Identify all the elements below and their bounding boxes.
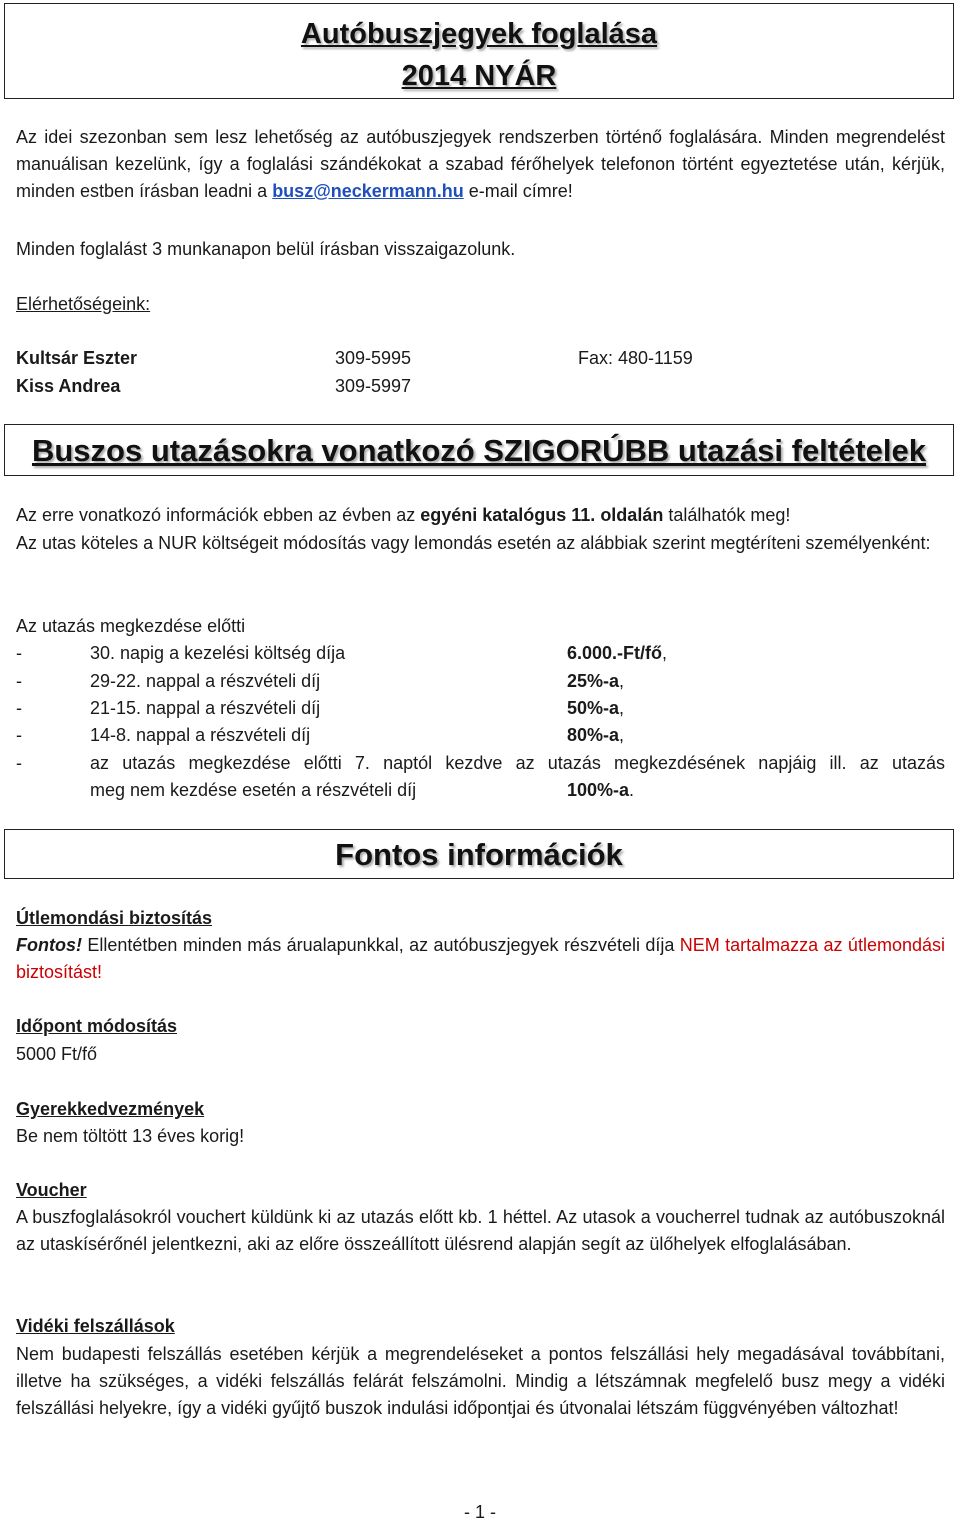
fee-desc: 30. napig a kezelési költség díja (90, 643, 346, 663)
fee-value (567, 695, 624, 722)
contacts-heading: Elérhetőségeink: (16, 294, 151, 314)
fee-value (567, 777, 634, 804)
list-dash: - (16, 671, 22, 691)
insurance-text (16, 932, 945, 986)
voucher-text: A buszfoglalásokról vouchert küldünk ki az utazás előtt kb. 1 héttel. Az utasok a voucherrel tudnak az autóbuszoknál az utaskísérőnél jelentkezni, aki az előre összeállított ülésrend alapján segít az ülőhelyek elfoglalásában. (16, 1207, 945, 1254)
fee-desc-cont: meg nem kezdése esetén a részvételi díj (90, 780, 417, 800)
fee-amount: 6.000.-Ft/fő (567, 643, 663, 663)
fee-amount: 100%-a (567, 780, 630, 800)
obligation-text: Az utas köteles a NUR költségeit módosítás vagy lemondás esetén az alábbiak szerint megtéríteni személyenként: (16, 533, 931, 553)
fee-value (567, 722, 624, 749)
fee-suffix: , (619, 698, 625, 718)
confirm-text: Minden foglalást 3 munkanapon belül írásban visszaigazolunk. (16, 239, 516, 259)
page-title: Autóbuszjegyek foglalása (300, 18, 658, 50)
insurance-body: Ellentétben minden más árualapunkkal, az autóbuszjegyek részvételi díja (81, 935, 680, 955)
conditions-heading: Buszos utazásokra vonatkozó SZIGORÚBB utazási feltételek (31, 433, 927, 468)
contact-phone: 309-5995 (335, 348, 412, 368)
fee-suffix: , (662, 643, 668, 663)
fee-suffix: . (629, 780, 635, 800)
list-dash: - (16, 753, 22, 773)
fee-desc: 29-22. nappal a részvételi díj (90, 671, 321, 691)
important-info-heading: Fontos információk (335, 837, 623, 872)
catalog-info-end: találhatók meg! (663, 505, 791, 525)
rural-boarding-heading: Vidéki felszállások (16, 1316, 175, 1336)
fee-amount: 25%-a (567, 671, 620, 691)
date-change-text: 5000 Ft/fő (16, 1044, 98, 1064)
intro-text: Az idei szezonban sem lesz lehetőség az autóbuszjegyek rendszerben történő foglalására. Minden megrendelést manuálisan kezelünk, így a foglalási szándékokat a szabad férőhelyek telefonon történt egyeztetése után, kérjük, minden estben írásban leadni a (16, 127, 945, 201)
important-info-box (4, 829, 954, 879)
fee-value (567, 668, 624, 695)
fee-desc: 14-8. nappal a részvételi díj (90, 725, 311, 745)
catalog-page-ref: egyéni katalógus 11. oldalán (420, 505, 664, 525)
child-discount-text: Be nem töltött 13 éves korig! (16, 1126, 245, 1146)
contact-phone: 309-5997 (335, 376, 412, 396)
contact-name: Kultsár Eszter (16, 348, 138, 368)
intro-paragraph (16, 124, 945, 205)
insurance-heading: Útlemondási biztosítás (16, 908, 213, 928)
email-link[interactable]: busz@neckermann.hu (272, 181, 464, 201)
child-discount-heading: Gyerekkedvezmények (16, 1099, 205, 1119)
contact-name: Kiss Andrea (16, 376, 121, 396)
insurance-warning: NEM tartalmazza az útlemondási biztosítást! (16, 935, 945, 982)
fee-suffix: , (619, 725, 625, 745)
list-dash: - (16, 725, 22, 745)
fee-desc: az utazás megkezdése előtti 7. naptól kezdve az utazás megkezdésének napjáig ill. az utazás (90, 753, 945, 773)
rural-boarding-text: Nem budapesti felszállás esetében kérjük a megrendeléseket a pontos felszállási hely megadásával továbbítani, illetve ha szükséges, a vidéki felszállás felárát felszámolni. Mindig a létszámnak megfelelő busz megy a vidéki felszállási helyekre, így a vidéki gyűjtő buszok indulási időpontjai és útvonalai létszám függvényében változhat! (16, 1344, 945, 1418)
voucher-heading: Voucher (16, 1180, 87, 1200)
date-change-heading: Időpont módosítás (16, 1016, 177, 1036)
title-box (4, 3, 954, 99)
contact-fax: Fax: 480-1159 (578, 348, 693, 368)
insurance-important: Fontos! (16, 935, 82, 955)
fee-value (567, 640, 667, 667)
conditions-heading-box (4, 424, 954, 476)
fee-amount: 80%-a (567, 725, 620, 745)
page-number: - 1 - (463, 1502, 496, 1522)
intro-text-end: e-mail címre! (463, 181, 573, 201)
list-dash: - (16, 643, 22, 663)
fee-amount: 50%-a (567, 698, 620, 718)
list-dash: - (16, 698, 22, 718)
page-subtitle: 2014 NYÁR (401, 60, 557, 92)
before-label: Az utazás megkezdése előtti (16, 616, 246, 636)
catalog-info (16, 502, 790, 529)
catalog-info-text: Az erre vonatkozó információk ebben az évben az (16, 505, 421, 525)
fee-suffix: , (619, 671, 625, 691)
fee-desc: 21-15. nappal a részvételi díj (90, 698, 321, 718)
